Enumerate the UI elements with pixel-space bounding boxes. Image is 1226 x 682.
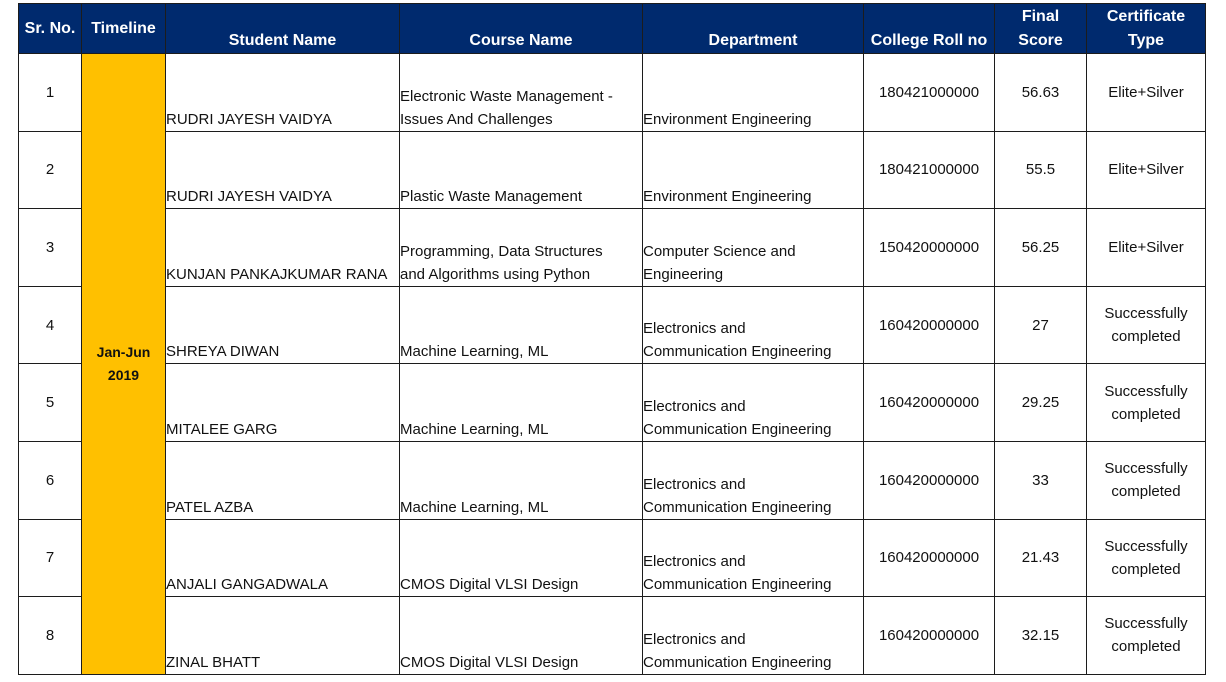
- department-cell: [643, 54, 864, 132]
- header-cert-type-line2: Type: [1127, 31, 1165, 49]
- department-cell: [643, 209, 864, 287]
- header-final-score-line2: Score: [1018, 31, 1063, 49]
- certificate-type-line: completed: [1111, 560, 1181, 578]
- course-name-line: Issues And Challenges: [400, 110, 553, 128]
- department-line: Communication Engineering: [643, 653, 832, 671]
- certificate-type-line: completed: [1111, 638, 1181, 656]
- roll-no-cell: 180421000000: [864, 131, 995, 209]
- certificate-type-line: completed: [1111, 405, 1181, 423]
- department-line: Communication Engineering: [643, 498, 832, 516]
- table-row: [19, 441, 1206, 519]
- certificate-type-line: Elite+Silver: [1108, 83, 1184, 101]
- certificate-type-cell: [1087, 441, 1206, 519]
- header-final-score-line1: Final: [1021, 7, 1060, 25]
- course-name-cell: [400, 597, 643, 675]
- sr-no-cell: 2: [19, 131, 82, 209]
- course-name-cell: [400, 209, 643, 287]
- header-sr-no: Sr. No.: [19, 4, 82, 54]
- course-name-line: Programming, Data Structures: [400, 242, 603, 260]
- course-name-cell: [400, 364, 643, 442]
- department-cell: [643, 597, 864, 675]
- certificate-type-line: Successfully: [1104, 382, 1188, 400]
- header-timeline: Timeline: [82, 4, 166, 54]
- header-row: [19, 4, 1206, 54]
- student-name-cell: MITALEE GARG: [166, 364, 400, 442]
- table-row: [19, 209, 1206, 287]
- student-name-cell: ANJALI GANGADWALA: [166, 519, 400, 597]
- roll-no-cell: 180421000000: [864, 54, 995, 132]
- department-cell: [643, 364, 864, 442]
- certificate-type-line: Elite+Silver: [1108, 238, 1184, 256]
- course-name-line: Machine Learning, ML: [400, 343, 549, 361]
- department-cell: [643, 131, 864, 209]
- final-score-cell: 56.63: [995, 54, 1087, 132]
- final-score-cell: 56.25: [995, 209, 1087, 287]
- department-line: Computer Science and: [643, 242, 796, 260]
- table-row: [19, 519, 1206, 597]
- sr-no-cell: 4: [19, 286, 82, 364]
- department-line: Communication Engineering: [643, 343, 832, 361]
- certificate-type-line: Elite+Silver: [1108, 161, 1184, 179]
- header-department: Department: [643, 4, 864, 54]
- final-score-cell: 29.25: [995, 364, 1087, 442]
- course-name-line: Plastic Waste Management: [400, 188, 583, 206]
- student-name-cell: RUDRI JAYESH VAIDYA: [166, 131, 400, 209]
- final-score-cell: 27: [995, 286, 1087, 364]
- course-name-line: Electronic Waste Management -: [400, 87, 613, 105]
- department-line: Environment Engineering: [643, 110, 812, 128]
- department-line: Communication Engineering: [643, 420, 832, 438]
- header-roll-no: College Roll no: [864, 4, 995, 54]
- header-cert-type-line1: Certificate: [1106, 7, 1186, 25]
- course-name-line: CMOS Digital VLSI Design: [400, 576, 579, 594]
- department-line: Engineering: [643, 265, 724, 283]
- final-score-cell: 33: [995, 441, 1087, 519]
- timeline-line2: 2019: [107, 366, 140, 383]
- course-name-cell: [400, 286, 643, 364]
- timeline-cell: [82, 54, 166, 675]
- roll-no-cell: 160420000000: [864, 519, 995, 597]
- certificate-type-line: Successfully: [1104, 537, 1188, 555]
- table-row: [19, 597, 1206, 675]
- certificate-type-line: completed: [1111, 483, 1181, 501]
- certificate-type-line: Successfully: [1104, 305, 1188, 323]
- course-name-line: Machine Learning, ML: [400, 498, 549, 516]
- header-course-name: Course Name: [400, 4, 643, 54]
- department-line: Electronics and: [643, 397, 746, 415]
- student-name-cell: ZINAL BHATT: [166, 597, 400, 675]
- department-line: Electronics and: [643, 553, 746, 571]
- table-row: [19, 54, 1206, 132]
- certificate-type-cell: [1087, 286, 1206, 364]
- final-score-cell: 32.15: [995, 597, 1087, 675]
- final-score-cell: 55.5: [995, 131, 1087, 209]
- student-name-cell: SHREYA DIWAN: [166, 286, 400, 364]
- certificate-type-line: Successfully: [1104, 460, 1188, 478]
- department-cell: [643, 519, 864, 597]
- final-score-cell: 21.43: [995, 519, 1087, 597]
- department-line: Communication Engineering: [643, 576, 832, 594]
- header-final-score: [995, 4, 1087, 54]
- student-name-cell: KUNJAN PANKAJKUMAR RANA: [166, 209, 400, 287]
- timeline-line1: Jan-Jun: [96, 343, 151, 360]
- sr-no-cell: 3: [19, 209, 82, 287]
- sr-no-cell: 7: [19, 519, 82, 597]
- roll-no-cell: 160420000000: [864, 441, 995, 519]
- course-name-cell: [400, 131, 643, 209]
- roll-no-cell: 160420000000: [864, 597, 995, 675]
- table-row: [19, 286, 1206, 364]
- sr-no-cell: 5: [19, 364, 82, 442]
- certificate-type-cell: [1087, 54, 1206, 132]
- table-row: [19, 364, 1206, 442]
- certificate-type-cell: [1087, 364, 1206, 442]
- course-name-line: CMOS Digital VLSI Design: [400, 653, 579, 671]
- course-name-cell: [400, 54, 643, 132]
- certificate-type-cell: [1087, 209, 1206, 287]
- header-student-name: Student Name: [166, 4, 400, 54]
- header-certificate-type: [1087, 4, 1206, 54]
- course-name-cell: [400, 441, 643, 519]
- course-name-line: Machine Learning, ML: [400, 420, 549, 438]
- course-name-line: and Algorithms using Python: [400, 265, 591, 283]
- sr-no-cell: 6: [19, 441, 82, 519]
- department-cell: [643, 441, 864, 519]
- sr-no-cell: 8: [19, 597, 82, 675]
- student-name-cell: PATEL AZBA: [166, 441, 400, 519]
- student-name-cell: RUDRI JAYESH VAIDYA: [166, 54, 400, 132]
- roll-no-cell: 150420000000: [864, 209, 995, 287]
- certificate-table: [18, 3, 1206, 675]
- table-row: [19, 131, 1206, 209]
- department-line: Electronics and: [643, 320, 746, 338]
- table-body: [19, 54, 1206, 675]
- department-line: Electronics and: [643, 630, 746, 648]
- certificate-type-cell: [1087, 519, 1206, 597]
- certificate-type-cell: [1087, 597, 1206, 675]
- certificate-type-line: completed: [1111, 328, 1181, 346]
- certificate-type-cell: [1087, 131, 1206, 209]
- department-line: Electronics and: [643, 475, 746, 493]
- sr-no-cell: 1: [19, 54, 82, 132]
- department-cell: [643, 286, 864, 364]
- certificate-type-line: Successfully: [1104, 615, 1188, 633]
- roll-no-cell: 160420000000: [864, 286, 995, 364]
- course-name-cell: [400, 519, 643, 597]
- department-line: Environment Engineering: [643, 188, 812, 206]
- roll-no-cell: 160420000000: [864, 364, 995, 442]
